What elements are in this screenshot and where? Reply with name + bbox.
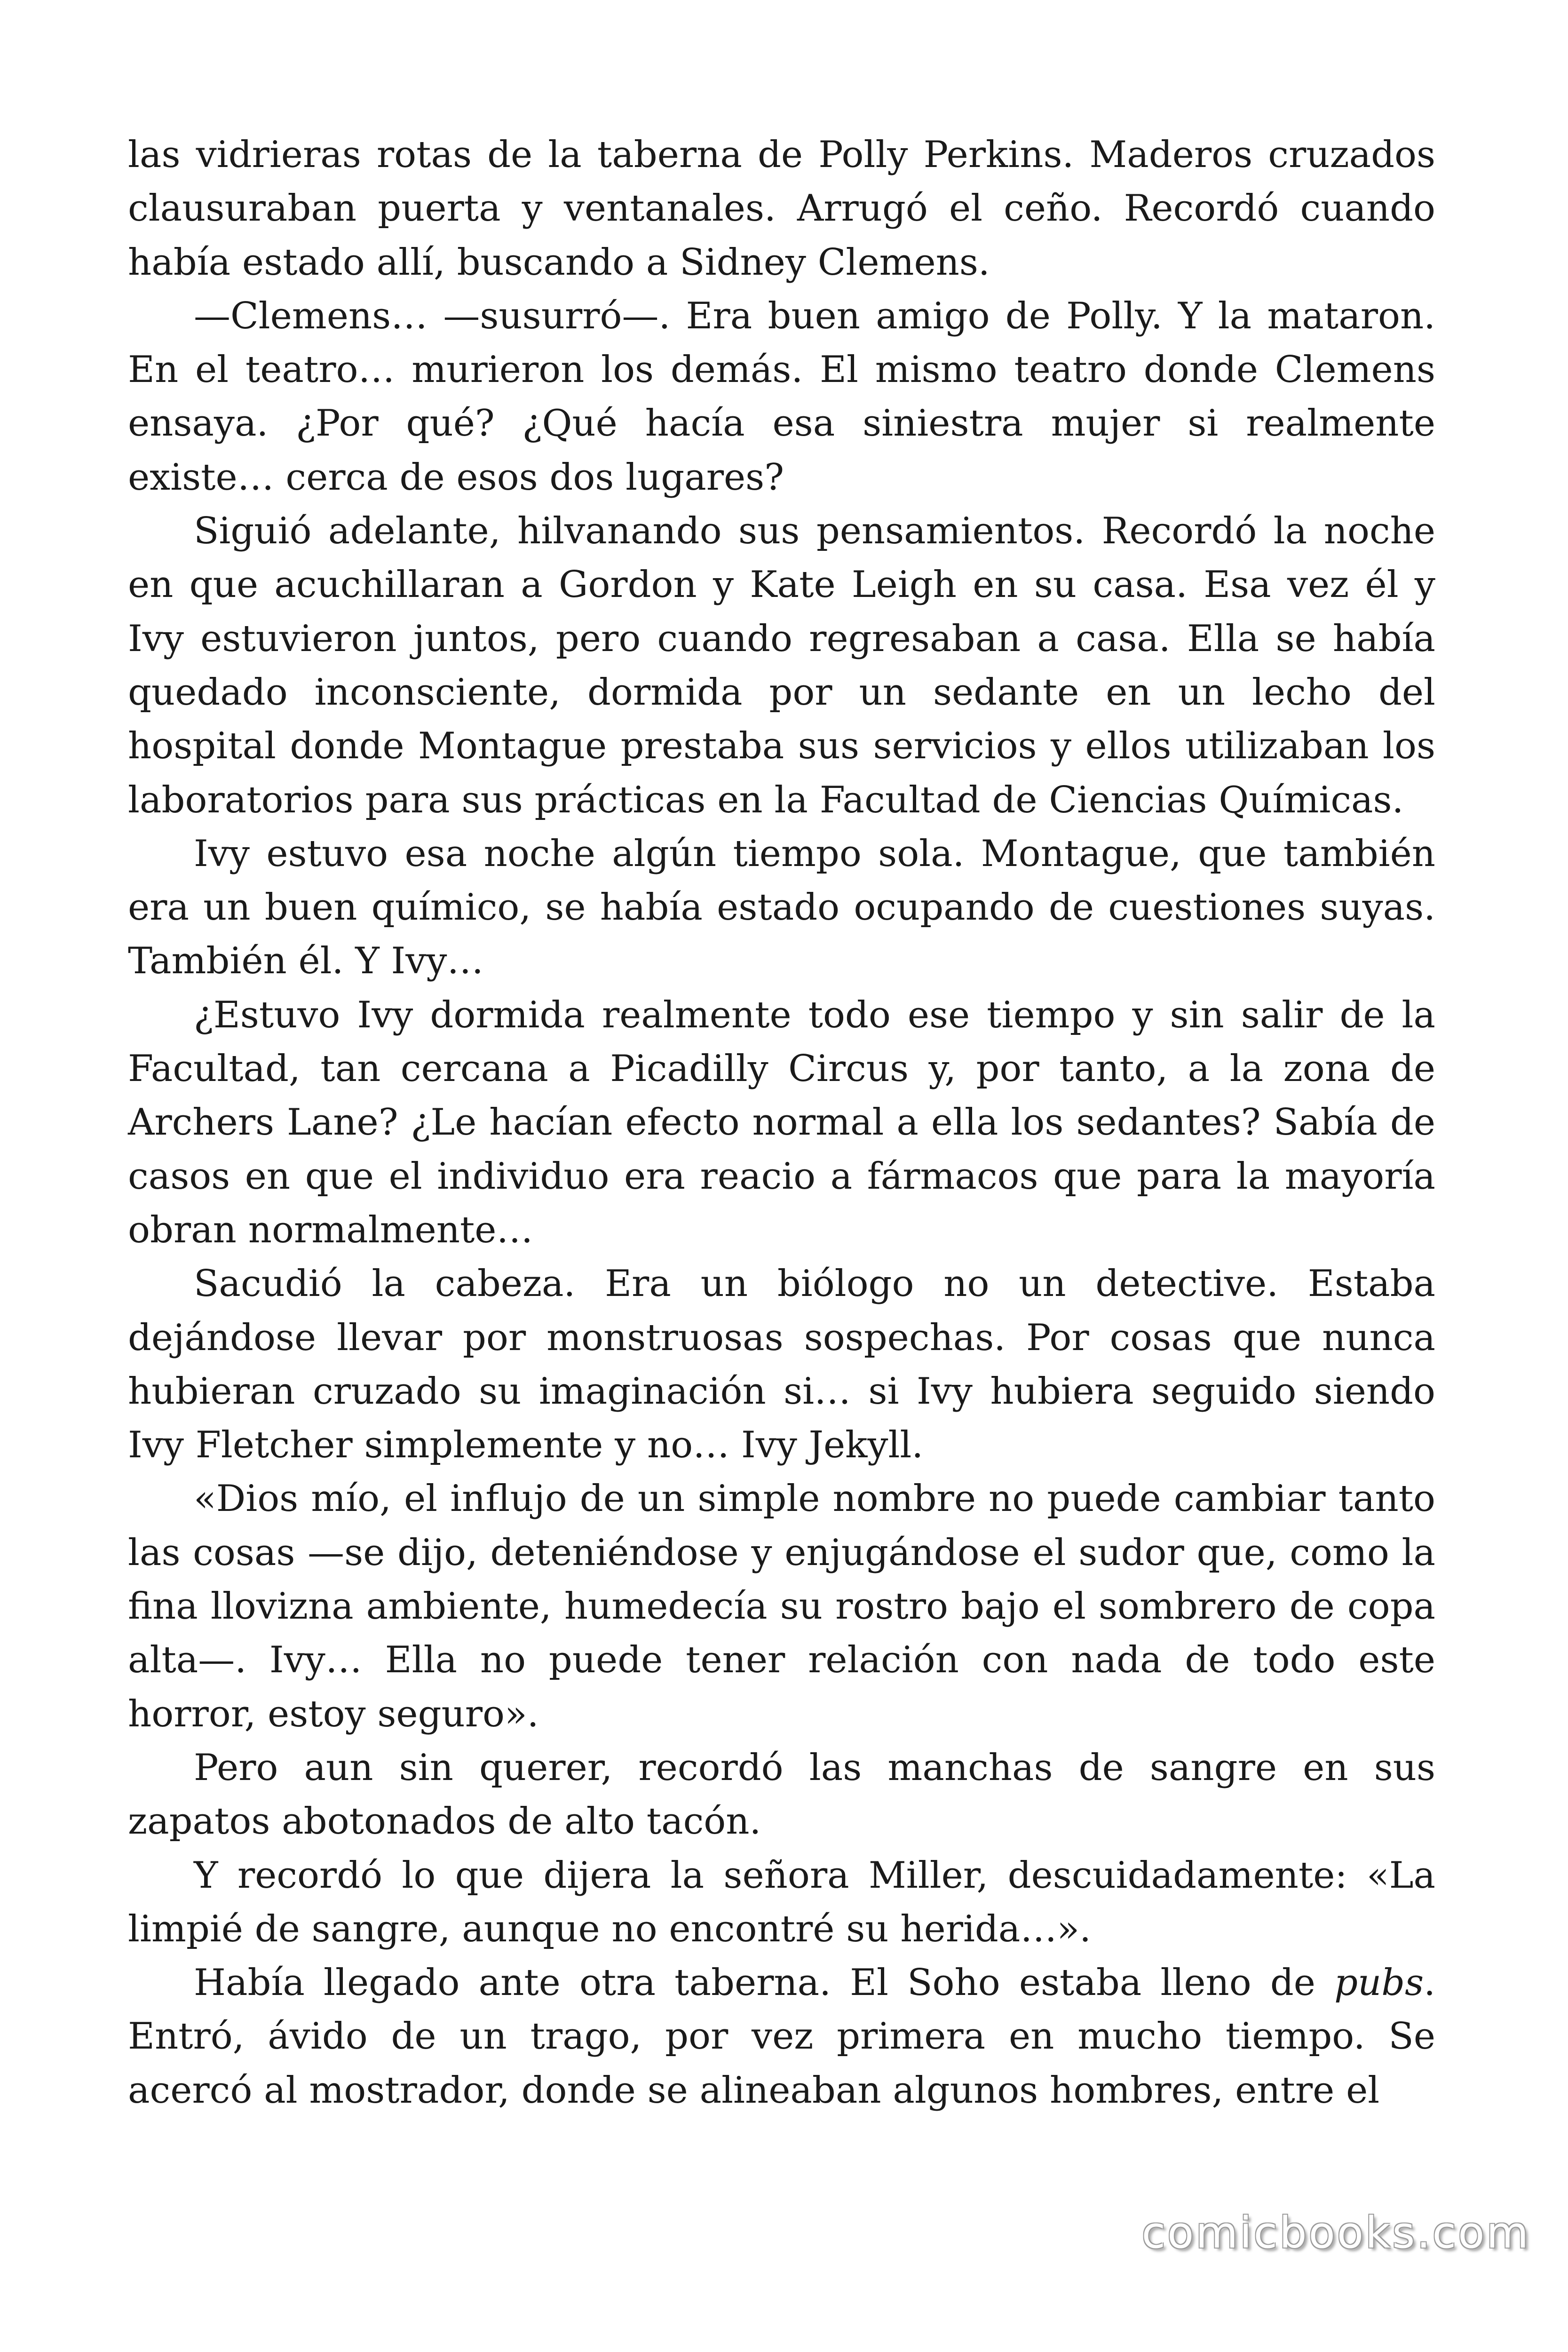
paragraph-3: Siguió adelante, hilvanando sus pensamientos. Recordó la noche en que acuchillaran a Gordon y Kate Leigh en su casa. Esa vez él y Ivy estuvieron juntos, pero cuando regresaban a casa. Ella se había quedado inconsciente, dormida por un sedante en un lecho del hospital donde Montague prestaba sus servicios y ellos utilizaban los laboratorios para sus prácticas en la Facultad de Ciencias Químicas. [128,510,1435,821]
watermark: comicbooks.com [1141,2208,1530,2258]
paragraph-2: —Clemens… —susurró—. Era buen amigo de Polly. Y la mataron. En el teatro… murieron los demás. El mismo teatro donde Clemens ensaya. ¿Por qué? ¿Qué hacía esa siniestra mujer si realmente existe… cerca de esos dos lugares? [128,294,1435,499]
paragraph-7: «Dios mío, el influjo de un simple nombre no puede cambiar tanto las cosas —se dijo, deteniéndose y enjugándose el sudor que, como la fina llovizna ambiente, humedecía su rostro bajo el sombrero de copa alta—. Ivy… Ella no puede tener relación con nada de todo este horror, estoy seguro». [128,1478,1435,1735]
paragraph-1: las vidrieras rotas de la taberna de Polly Perkins. Maderos cruzados clausuraban puerta y ventanales. Arrugó el ceño. Recordó cuando había estado allí, buscando a Sidney Clemens. [128,134,1435,284]
paragraph-10-italic-word: pubs [1334,1962,1424,2004]
paragraph-6: Sacudió la cabeza. Era un biólogo no un detective. Estaba dejándose llevar por monstruosas sospechas. Por cosas que nunca hubieran cruzado su imaginación si… si Ivy hubiera seguido siendo Ivy Fletcher simplemente y no… Ivy Jekyll. [128,1263,1435,1467]
paragraph-8: Pero aun sin querer, recordó las manchas de sangre en sus zapatos abotonados de alto tacón. [128,1746,1435,1843]
paragraph-10-start: Había llegado ante otra taberna. El Soho estaba lleno de [194,1962,1335,2004]
paragraph-4: Ivy estuvo esa noche algún tiempo sola. Montague, que también era un buen químico, se había estado ocupando de cuestiones suyas. También él. Y Ivy… [128,832,1435,983]
paragraph-10-end: . Entró, ávido de un trago, por vez primera en mucho tiempo. Se acercó al mostrador, donde se alineaban algunos hombres, entre el [128,1962,1435,2112]
page-body [128,128,1435,2117]
paragraph-5: ¿Estuvo Ivy dormida realmente todo ese tiempo y sin salir de la Facultad, tan cercana a Picadilly Circus y, por tanto, a la zona de Archers Lane? ¿Le hacían efecto normal a ella los sedantes? Sabía de casos en que el individuo era reacio a fármacos que para la mayoría obran normalmente… [128,993,1435,1251]
paragraph-10 [128,1956,1435,2117]
paragraph-9: Y recordó lo que dijera la señora Miller, descuidadamente: «La limpié de sangre, aunque no encontré su herida…». [128,1854,1435,1950]
